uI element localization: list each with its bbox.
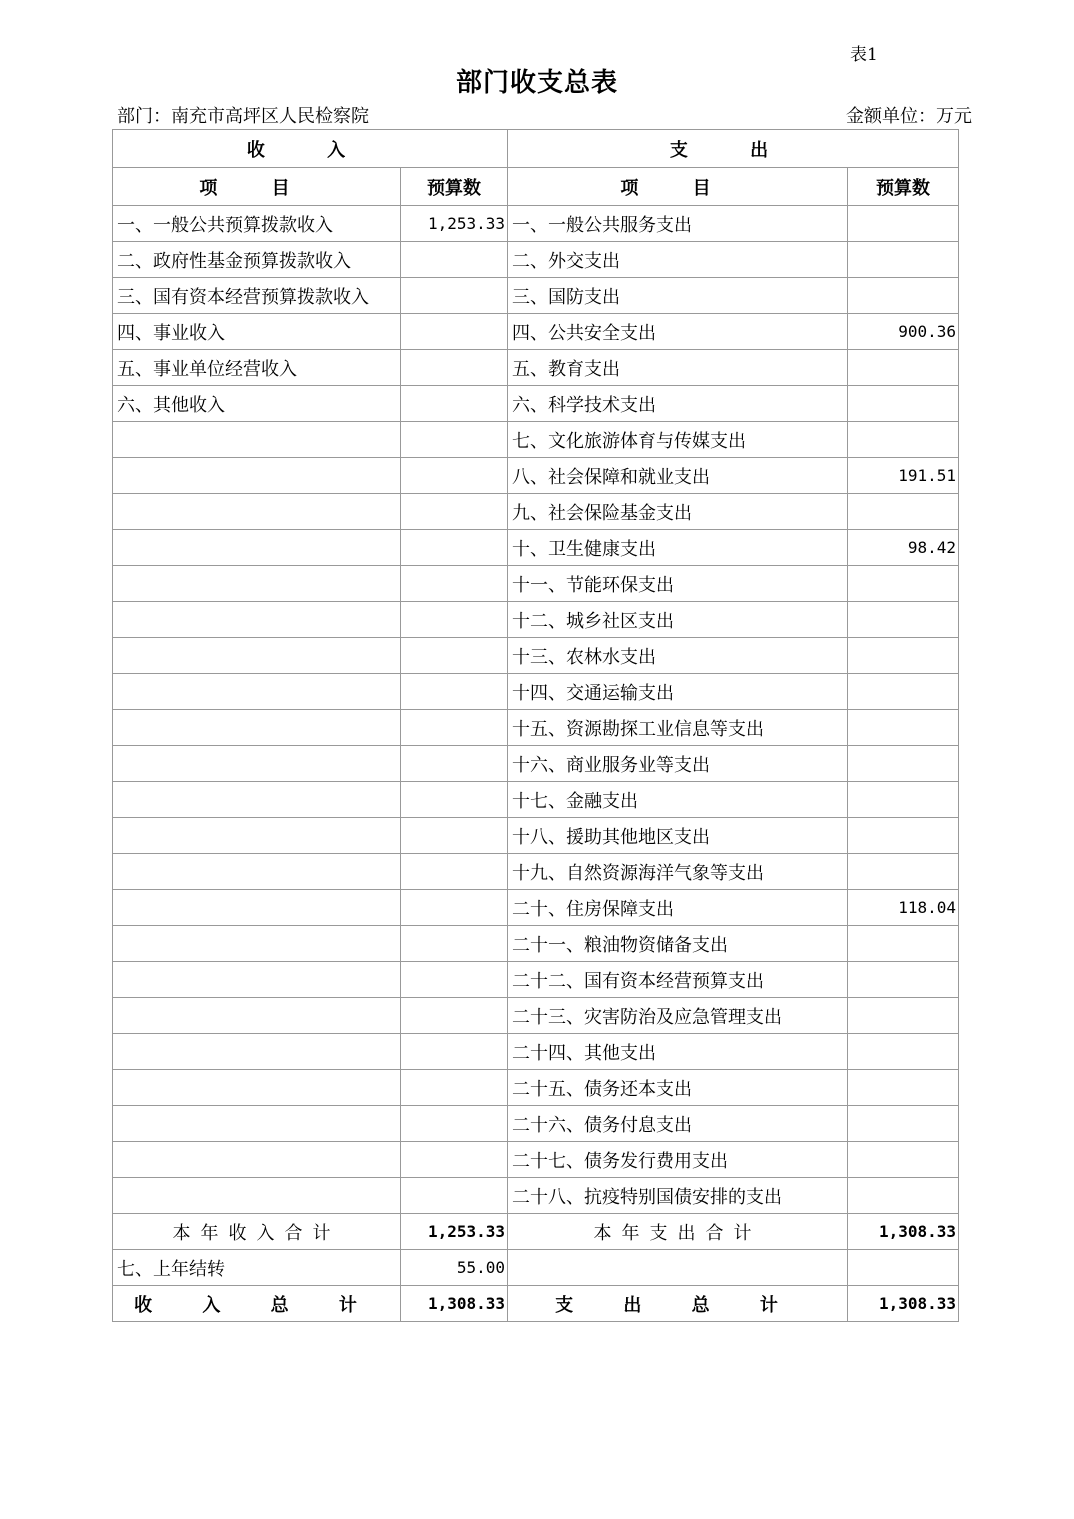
- expense-value-cell: [848, 1070, 959, 1106]
- income-value-cell: [401, 530, 508, 566]
- expense-item-cell: 十三、农林水支出: [508, 638, 848, 674]
- carryover-label: 七、上年结转: [113, 1250, 401, 1286]
- empty-cell: [508, 1250, 848, 1286]
- expense-value-cell: [848, 1034, 959, 1070]
- expense-value-cell: 118.04: [848, 890, 959, 926]
- income-item-cell: [113, 962, 401, 998]
- expense-value-cell: [848, 638, 959, 674]
- income-value-cell: [401, 782, 508, 818]
- income-value-cell: [401, 314, 508, 350]
- expense-value-cell: [848, 1106, 959, 1142]
- income-item-cell: 一、一般公共预算拨款收入: [113, 206, 401, 242]
- table-row: [113, 818, 959, 854]
- expense-value-cell: [848, 1142, 959, 1178]
- income-item-cell: [113, 1178, 401, 1214]
- income-value-cell: [401, 890, 508, 926]
- expense-item-cell: 九、社会保险基金支出: [508, 494, 848, 530]
- carryover-row: [113, 1250, 959, 1286]
- income-item-cell: [113, 566, 401, 602]
- expense-value-cell: [848, 386, 959, 422]
- table-row: [113, 206, 959, 242]
- expense-item-cell: 二十二、国有资本经营预算支出: [508, 962, 848, 998]
- expense-item-cell: 十八、援助其他地区支出: [508, 818, 848, 854]
- income-value-cell: [401, 638, 508, 674]
- expense-value-cell: [848, 998, 959, 1034]
- expense-value-cell: [848, 854, 959, 890]
- income-value-cell: [401, 386, 508, 422]
- expense-item-cell: 十二、城乡社区支出: [508, 602, 848, 638]
- budget-table: [112, 129, 959, 1322]
- income-value-cell: [401, 854, 508, 890]
- expense-item-cell: 三、国防支出: [508, 278, 848, 314]
- income-item-cell: 三、国有资本经营预算拨款收入: [113, 278, 401, 314]
- income-item-cell: [113, 602, 401, 638]
- expense-value-cell: [848, 818, 959, 854]
- income-total-value: 1,308.33: [401, 1286, 508, 1322]
- expense-value-cell: [848, 926, 959, 962]
- column-header-row: [113, 168, 959, 206]
- expense-budget-header: 预算数: [848, 168, 959, 206]
- income-value-cell: [401, 566, 508, 602]
- expense-item-cell: 二十一、粮油物资储备支出: [508, 926, 848, 962]
- income-item-cell: [113, 818, 401, 854]
- income-value-cell: [401, 746, 508, 782]
- table-row: [113, 1070, 959, 1106]
- expense-total-label: 支 出 总 计: [508, 1286, 848, 1322]
- expense-item-cell: 一、一般公共服务支出: [508, 206, 848, 242]
- expense-value-cell: [848, 350, 959, 386]
- expense-item-cell: 八、社会保障和就业支出: [508, 458, 848, 494]
- income-item-cell: [113, 1070, 401, 1106]
- expense-item-cell: 二十八、抗疫特别国债安排的支出: [508, 1178, 848, 1214]
- income-section-header: 收 入: [113, 130, 508, 168]
- income-value-cell: [401, 710, 508, 746]
- expense-item-cell: 二十五、债务还本支出: [508, 1070, 848, 1106]
- income-item-cell: 五、事业单位经营收入: [113, 350, 401, 386]
- income-value-cell: [401, 278, 508, 314]
- expense-value-cell: [848, 782, 959, 818]
- table-row: [113, 854, 959, 890]
- table-row: [113, 350, 959, 386]
- expense-item-cell: 五、教育支出: [508, 350, 848, 386]
- expense-item-cell: 十一、节能环保支出: [508, 566, 848, 602]
- table-number: 表1: [850, 45, 878, 65]
- income-value-cell: [401, 602, 508, 638]
- income-item-cell: [113, 1142, 401, 1178]
- income-value-cell: [401, 818, 508, 854]
- carryover-value: 55.00: [401, 1250, 508, 1286]
- income-item-cell: [113, 854, 401, 890]
- expense-value-cell: [848, 422, 959, 458]
- income-item-cell: 二、政府性基金预算拨款收入: [113, 242, 401, 278]
- income-item-cell: 四、事业收入: [113, 314, 401, 350]
- expense-section-header: 支 出: [508, 130, 959, 168]
- income-item-cell: [113, 782, 401, 818]
- table-row: [113, 314, 959, 350]
- expense-value-cell: [848, 494, 959, 530]
- empty-cell: [848, 1250, 959, 1286]
- income-value-cell: [401, 926, 508, 962]
- income-value-cell: [401, 998, 508, 1034]
- expense-item-cell: 二十六、债务付息支出: [508, 1106, 848, 1142]
- income-item-cell: [113, 422, 401, 458]
- expense-value-cell: [848, 566, 959, 602]
- income-item-cell: [113, 746, 401, 782]
- income-value-cell: [401, 350, 508, 386]
- income-value-cell: [401, 1034, 508, 1070]
- expense-item-cell: 二十七、债务发行费用支出: [508, 1142, 848, 1178]
- total-row: [113, 1286, 959, 1322]
- subtotal-row: [113, 1214, 959, 1250]
- income-item-cell: [113, 998, 401, 1034]
- expense-item-cell: 二十四、其他支出: [508, 1034, 848, 1070]
- income-item-cell: [113, 458, 401, 494]
- table-row: [113, 638, 959, 674]
- expense-item-cell: 十六、商业服务业等支出: [508, 746, 848, 782]
- table-row: [113, 746, 959, 782]
- expense-item-cell: 二十、住房保障支出: [508, 890, 848, 926]
- expense-item-cell: 十七、金融支出: [508, 782, 848, 818]
- income-item-cell: [113, 674, 401, 710]
- table-row: [113, 674, 959, 710]
- expense-item-header: 项 目: [508, 168, 848, 206]
- table-row: [113, 458, 959, 494]
- table-row: [113, 710, 959, 746]
- income-item-header: 项 目: [113, 168, 401, 206]
- expense-value-cell: 98.42: [848, 530, 959, 566]
- income-value-cell: [401, 242, 508, 278]
- department-label: 部门：南充市高坪区人民检察院: [117, 106, 369, 127]
- income-item-cell: [113, 638, 401, 674]
- expense-item-cell: 十九、自然资源海洋气象等支出: [508, 854, 848, 890]
- income-item-cell: 六、其他收入: [113, 386, 401, 422]
- expense-subtotal-label: 本年支出合计: [508, 1214, 848, 1250]
- table-row: [113, 926, 959, 962]
- expense-total-value: 1,308.33: [848, 1286, 959, 1322]
- expense-value-cell: [848, 206, 959, 242]
- income-value-cell: 1,253.33: [401, 206, 508, 242]
- expense-item-cell: 四、公共安全支出: [508, 314, 848, 350]
- expense-value-cell: 191.51: [848, 458, 959, 494]
- income-value-cell: [401, 1106, 508, 1142]
- table-row: [113, 890, 959, 926]
- income-item-cell: [113, 494, 401, 530]
- section-header-row: [113, 130, 959, 168]
- income-item-cell: [113, 1034, 401, 1070]
- table-row: [113, 602, 959, 638]
- expense-item-cell: 二十三、灾害防治及应急管理支出: [508, 998, 848, 1034]
- table-row: [113, 782, 959, 818]
- income-value-cell: [401, 1178, 508, 1214]
- income-subtotal-label: 本年收入合计: [113, 1214, 401, 1250]
- table-row: [113, 494, 959, 530]
- expense-item-cell: 六、科学技术支出: [508, 386, 848, 422]
- expense-value-cell: [848, 242, 959, 278]
- income-value-cell: [401, 962, 508, 998]
- table-row: [113, 278, 959, 314]
- income-value-cell: [401, 1142, 508, 1178]
- income-value-cell: [401, 458, 508, 494]
- table-row: [113, 386, 959, 422]
- income-item-cell: [113, 890, 401, 926]
- expense-value-cell: 900.36: [848, 314, 959, 350]
- income-value-cell: [401, 494, 508, 530]
- income-total-label: 收 入 总 计: [113, 1286, 401, 1322]
- expense-value-cell: [848, 1178, 959, 1214]
- expense-item-cell: 十四、交通运输支出: [508, 674, 848, 710]
- income-subtotal-value: 1,253.33: [401, 1214, 508, 1250]
- table-row: [113, 1034, 959, 1070]
- unit-label: 金额单位：万元: [846, 106, 972, 127]
- income-value-cell: [401, 422, 508, 458]
- table-row: [113, 566, 959, 602]
- expense-value-cell: [848, 962, 959, 998]
- table-row: [113, 422, 959, 458]
- income-budget-header: 预算数: [401, 168, 508, 206]
- income-value-cell: [401, 674, 508, 710]
- expense-subtotal-value: 1,308.33: [848, 1214, 959, 1250]
- expense-item-cell: 十、卫生健康支出: [508, 530, 848, 566]
- table-row: [113, 998, 959, 1034]
- page-title: 部门收支总表: [455, 68, 618, 98]
- expense-item-cell: 二、外交支出: [508, 242, 848, 278]
- table-row: [113, 242, 959, 278]
- expense-value-cell: [848, 710, 959, 746]
- table-row: [113, 962, 959, 998]
- income-value-cell: [401, 1070, 508, 1106]
- income-item-cell: [113, 530, 401, 566]
- table-row: [113, 1178, 959, 1214]
- income-item-cell: [113, 926, 401, 962]
- expense-value-cell: [848, 746, 959, 782]
- table-row: [113, 530, 959, 566]
- expense-item-cell: 七、文化旅游体育与传媒支出: [508, 422, 848, 458]
- income-item-cell: [113, 1106, 401, 1142]
- table-row: [113, 1106, 959, 1142]
- table-row: [113, 1142, 959, 1178]
- expense-item-cell: 十五、资源勘探工业信息等支出: [508, 710, 848, 746]
- income-item-cell: [113, 710, 401, 746]
- expense-value-cell: [848, 602, 959, 638]
- expense-value-cell: [848, 278, 959, 314]
- expense-value-cell: [848, 674, 959, 710]
